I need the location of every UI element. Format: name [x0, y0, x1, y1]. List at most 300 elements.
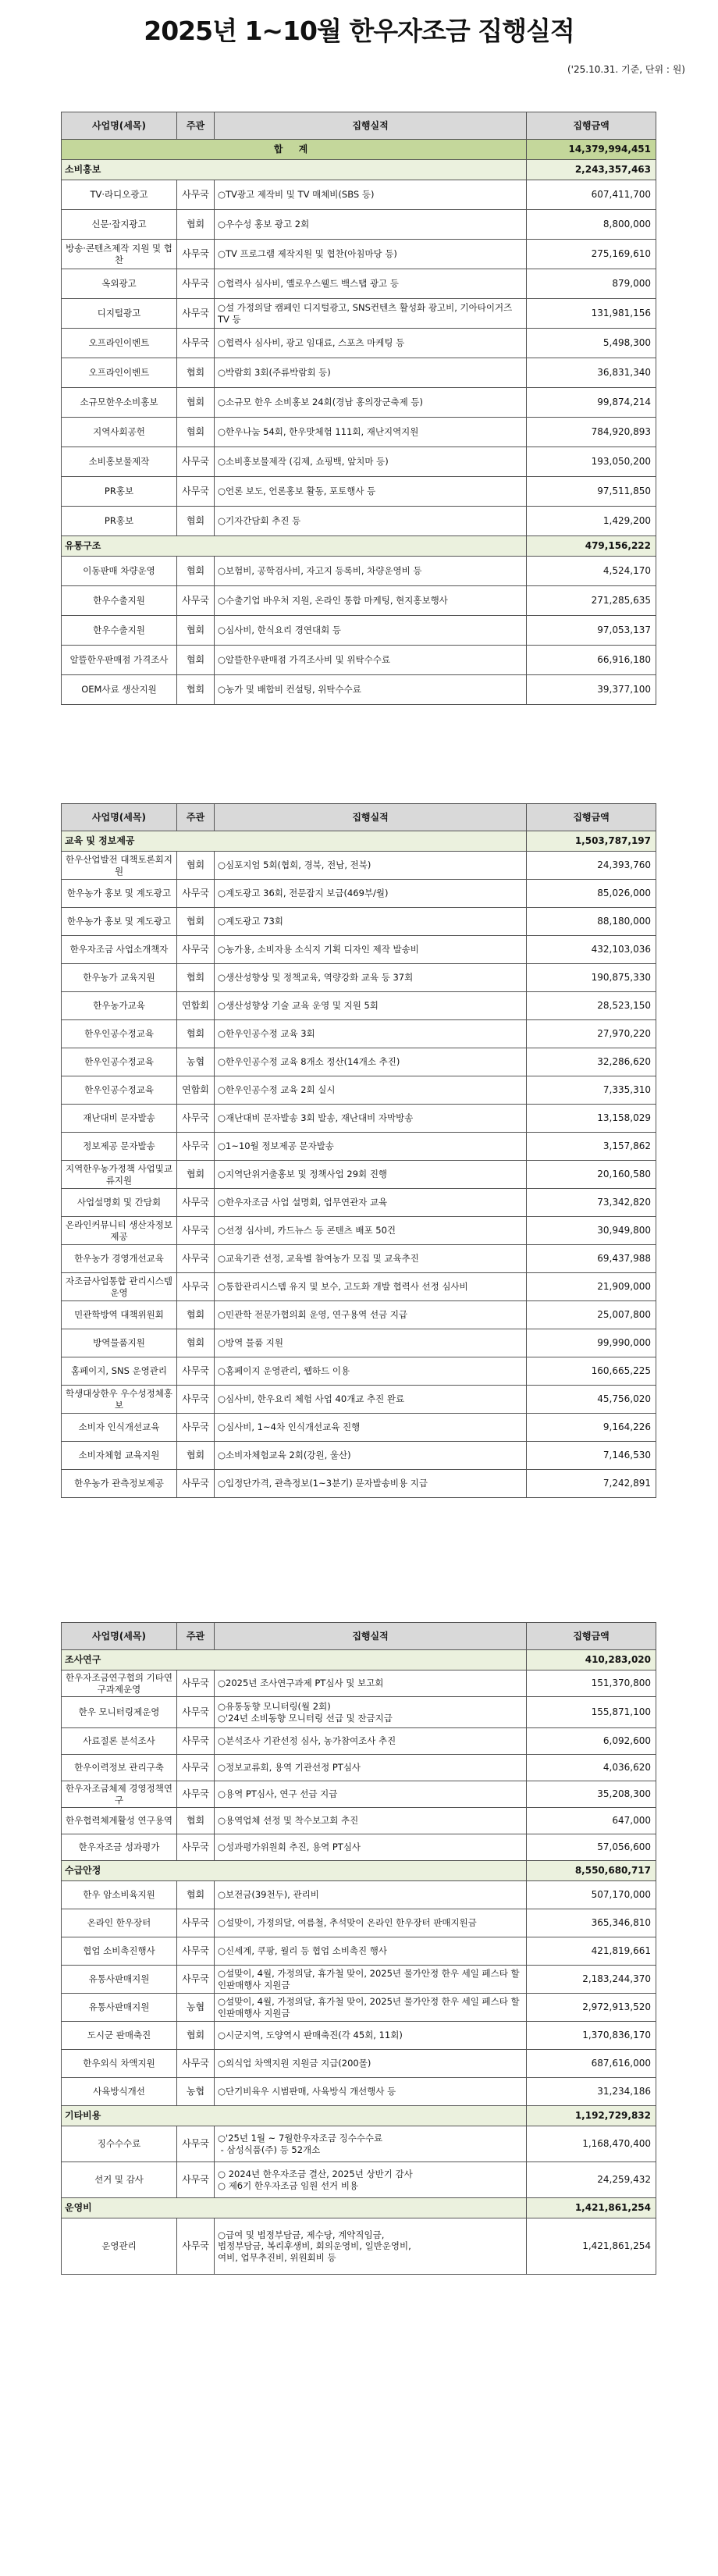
project-name: 신문·잡지광고: [62, 210, 177, 240]
execution-amount: 9,164,226: [527, 1414, 656, 1442]
table-row: [62, 1442, 656, 1470]
execution-detail: ○지역단위거출홍보 및 정책사업 29회 진행: [215, 1161, 527, 1189]
project-name: 오프라인이벤트: [62, 358, 177, 388]
project-name: 한우인공수정교육: [62, 1076, 177, 1105]
organizer: 사무국: [177, 1697, 215, 1728]
execution-amount: 607,411,700: [527, 180, 656, 210]
execution-amount: 57,056,600: [527, 1834, 656, 1861]
category-amount: 410,283,020: [527, 1650, 656, 1670]
project-name: 방역물품지원: [62, 1329, 177, 1357]
organizer: 사무국: [177, 1728, 215, 1755]
table-row: [62, 880, 656, 908]
category-label: 기타비용: [62, 2106, 527, 2126]
header-amount: 집행금액: [527, 112, 656, 140]
table-row: [62, 329, 656, 358]
execution-detail: ○ 2024년 한우자조금 결산, 2025년 상반기 감사 ○ 제6기 한우자조금 임원 선거 비용: [215, 2162, 527, 2198]
organizer: 협회: [177, 557, 215, 586]
table-row: [62, 299, 656, 329]
execution-detail: ○TV 프로그램 제작지원 및 협찬(아침마당 등): [215, 240, 527, 269]
execution-amount: 507,170,000: [527, 1881, 656, 1909]
table-row: [62, 1937, 656, 1966]
organizer: 농협: [177, 1994, 215, 2022]
project-name: 소비자 인식개선교육: [62, 1414, 177, 1442]
execution-amount: 36,831,340: [527, 358, 656, 388]
execution-detail: ○'25년 1월 ~ 7월한우자조금 징수수수료 - 삼성식품(주) 등 52개소: [215, 2126, 527, 2162]
execution-amount: 21,909,000: [527, 1273, 656, 1301]
table-row: [62, 1909, 656, 1937]
table-row: [62, 1470, 656, 1498]
table-row: [62, 1697, 656, 1728]
execution-amount: 687,616,000: [527, 2050, 656, 2078]
execution-amount: 275,169,610: [527, 240, 656, 269]
project-name: PR홍보: [62, 507, 177, 536]
project-name: 사업설명회 및 간담회: [62, 1189, 177, 1217]
category-row: [62, 160, 656, 180]
organizer: 협회: [177, 908, 215, 936]
project-name: 운영관리: [62, 2218, 177, 2275]
table-row: [62, 646, 656, 675]
project-name: 사료절론 분석조사: [62, 1728, 177, 1755]
table-row: [62, 1881, 656, 1909]
project-name: 한우농가 경영개선교육: [62, 1245, 177, 1273]
category-amount: 479,156,222: [527, 536, 656, 557]
table-row: [62, 1414, 656, 1442]
organizer: 협회: [177, 388, 215, 418]
header-row: [62, 1623, 656, 1650]
table-row: [62, 557, 656, 586]
organizer: 사무국: [177, 447, 215, 477]
organizer: 사무국: [177, 2218, 215, 2275]
project-name: 한우협력체계활성 연구용역: [62, 1808, 177, 1834]
organizer: 사무국: [177, 299, 215, 329]
table-row: [62, 1670, 656, 1697]
execution-detail: ○통합관리시스템 유지 및 보수, 고도화 개발 협력사 선정 심사비: [215, 1273, 527, 1301]
header-org: 주관: [177, 112, 215, 140]
project-name: 소비자체험 교육지원: [62, 1442, 177, 1470]
execution-amount: 69,437,988: [527, 1245, 656, 1273]
table-row: [62, 1781, 656, 1808]
execution-amount: 25,007,800: [527, 1301, 656, 1329]
table-row: [62, 418, 656, 447]
table-row: [62, 852, 656, 880]
table-section-3: [61, 1622, 656, 2275]
execution-amount: 879,000: [527, 269, 656, 299]
header-row: [62, 112, 656, 140]
execution-amount: 7,146,530: [527, 1442, 656, 1470]
execution-amount: 27,970,220: [527, 1020, 656, 1048]
table-row: [62, 1273, 656, 1301]
execution-amount: 97,053,137: [527, 616, 656, 646]
header-amount: 집행금액: [527, 1623, 656, 1650]
organizer: 사무국: [177, 1217, 215, 1245]
execution-detail: ○생산성향상 기술 교육 운영 및 지원 5회: [215, 992, 527, 1020]
header-result: 집행실적: [215, 1623, 527, 1650]
organizer: 사무국: [177, 936, 215, 964]
table-row: [62, 358, 656, 388]
header-amount: 집행금액: [527, 804, 656, 831]
execution-amount: 99,874,214: [527, 388, 656, 418]
project-name: 한우자조금 사업소개책자: [62, 936, 177, 964]
execution-detail: ○심사비, 한식요리 경연대회 등: [215, 616, 527, 646]
organizer: 협회: [177, 1329, 215, 1357]
category-amount: 8,550,680,717: [527, 1861, 656, 1881]
organizer: 사무국: [177, 2050, 215, 2078]
execution-detail: ○보험비, 공학검사비, 자고지 등록비, 차량운영비 등: [215, 557, 527, 586]
execution-amount: 39,377,100: [527, 675, 656, 705]
execution-amount: 30,949,800: [527, 1217, 656, 1245]
project-name: 한우이력정보 관리구축: [62, 1755, 177, 1781]
execution-detail: ○언론 보도, 언론홍보 활동, 포토행사 등: [215, 477, 527, 507]
table-row: [62, 964, 656, 992]
header-org: 주관: [177, 804, 215, 831]
table-row: [62, 1020, 656, 1048]
category-row: [62, 1861, 656, 1881]
project-name: 온라인커뮤니티 생산자정보제공: [62, 1217, 177, 1245]
execution-detail: ○보전금(39천두), 관리비: [215, 1881, 527, 1909]
execution-detail: ○우수성 홍보 광고 2회: [215, 210, 527, 240]
table-row: [62, 616, 656, 646]
organizer: 협회: [177, 1020, 215, 1048]
project-name: PR홍보: [62, 477, 177, 507]
table-row: [62, 2126, 656, 2162]
category-row: [62, 831, 656, 852]
organizer: 협회: [177, 675, 215, 705]
organizer: 사무국: [177, 1755, 215, 1781]
execution-amount: 1,429,200: [527, 507, 656, 536]
project-name: 지역한우농가정책 사업및교류지원: [62, 1161, 177, 1189]
header-result: 집행실적: [215, 804, 527, 831]
execution-detail: ○2025년 조사연구과제 PT심사 및 보고회: [215, 1670, 527, 1697]
project-name: 한우수출지원: [62, 616, 177, 646]
execution-detail: ○농가 및 배합비 컨설팅, 위탁수수료: [215, 675, 527, 705]
project-name: 협업 소비촉진행사: [62, 1937, 177, 1966]
execution-amount: 4,524,170: [527, 557, 656, 586]
table-row: [62, 908, 656, 936]
execution-detail: ○농가용, 소비자용 소식지 기획 디자인 제작 발송비: [215, 936, 527, 964]
execution-detail: ○시군지역, 도양역시 판매축진(각 45회, 11회): [215, 2022, 527, 2050]
execution-amount: 6,092,600: [527, 1728, 656, 1755]
project-name: 학생대상한우 우수성정체홍보: [62, 1386, 177, 1414]
category-amount: 1,421,861,254: [527, 2198, 656, 2218]
organizer: 협회: [177, 418, 215, 447]
project-name: 한우외식 차액지원: [62, 2050, 177, 2078]
execution-detail: ○한우인공수정 교육 3회: [215, 1020, 527, 1048]
organizer: 협회: [177, 852, 215, 880]
organizer: 사무국: [177, 1670, 215, 1697]
execution-detail: ○유통동향 모니터링(월 2회) ○'24년 소비동향 모니터링 선급 및 잔금지급: [215, 1697, 527, 1728]
organizer: 협회: [177, 507, 215, 536]
execution-detail: ○수출기업 바우처 지원, 온라인 통합 마케팅, 현지홍보행사: [215, 586, 527, 616]
execution-amount: 45,756,020: [527, 1386, 656, 1414]
organizer: 사무국: [177, 586, 215, 616]
execution-detail: ○외식업 차액지원 지원금 지급(200몰): [215, 2050, 527, 2078]
organizer: 사무국: [177, 1133, 215, 1161]
category-row: [62, 2198, 656, 2218]
unit-note: ('25.10.31. 기준, 단위 : 원): [567, 64, 685, 75]
execution-amount: 24,393,760: [527, 852, 656, 880]
execution-detail: ○한우인공수정 교육 2회 실시: [215, 1076, 527, 1105]
execution-detail: ○설 가정의달 캠페인 디지털광고, SNS컨텐츠 활성화 광고비, 기아타이거즈TV 등: [215, 299, 527, 329]
execution-detail: ○생산성향상 및 정책교육, 역량강화 교육 등 37회: [215, 964, 527, 992]
organizer: 협회: [177, 964, 215, 992]
execution-detail: ○민관학 전문가협의회 운영, 연구용역 선금 지급: [215, 1301, 527, 1329]
execution-detail: ○재난대비 문자발송 3회 발송, 재난대비 자막방송: [215, 1105, 527, 1133]
project-name: 한우농가 홍보 및 계도광고: [62, 880, 177, 908]
header-result: 집행실적: [215, 112, 527, 140]
execution-amount: 7,242,891: [527, 1470, 656, 1498]
execution-detail: ○설맞이, 4월, 가정의달, 휴가철 맞이, 2025년 물가안정 한우 세일 페스타 할인판매행사 지원금: [215, 1994, 527, 2022]
execution-amount: 1,370,836,170: [527, 2022, 656, 2050]
organizer: 협회: [177, 1808, 215, 1834]
execution-amount: 155,871,100: [527, 1697, 656, 1728]
project-name: 사육방식개선: [62, 2078, 177, 2106]
page-title: 2025년 1~10월 한우자조금 집행실적: [144, 16, 574, 46]
table-row: [62, 388, 656, 418]
grand-total-label: 합 계: [62, 140, 527, 160]
budget-table: [61, 112, 656, 705]
execution-amount: 1,421,861,254: [527, 2218, 656, 2275]
project-name: 한우 암소비육지원: [62, 1881, 177, 1909]
category-amount: 2,243,357,463: [527, 160, 656, 180]
execution-amount: 1,168,470,400: [527, 2126, 656, 2162]
organizer: 연합회: [177, 992, 215, 1020]
project-name: OEM사료 생산지원: [62, 675, 177, 705]
table-row: [62, 1048, 656, 1076]
execution-amount: 35,208,300: [527, 1781, 656, 1808]
table-row: [62, 1189, 656, 1217]
table-row: [62, 2218, 656, 2275]
execution-amount: 190,875,330: [527, 964, 656, 992]
organizer: 사무국: [177, 477, 215, 507]
execution-amount: 131,981,156: [527, 299, 656, 329]
organizer: 사무국: [177, 2126, 215, 2162]
table-row: [62, 1808, 656, 1834]
table-row: [62, 2078, 656, 2106]
table-row: [62, 1076, 656, 1105]
execution-detail: ○용역 PT심사, 연구 선급 지급: [215, 1781, 527, 1808]
execution-detail: ○기자간담회 추진 등: [215, 507, 527, 536]
table-row: [62, 1161, 656, 1189]
execution-amount: 28,523,150: [527, 992, 656, 1020]
execution-detail: ○성과평가위원회 추진, 용역 PT심사: [215, 1834, 527, 1861]
execution-detail: ○심포지엄 5회(협회, 경북, 전남, 전북): [215, 852, 527, 880]
execution-amount: 85,026,000: [527, 880, 656, 908]
category-amount: 1,503,787,197: [527, 831, 656, 852]
table-row: [62, 1357, 656, 1386]
project-name: 재난대비 문자발송: [62, 1105, 177, 1133]
execution-amount: 2,972,913,520: [527, 1994, 656, 2022]
execution-amount: 7,335,310: [527, 1076, 656, 1105]
organizer: 협회: [177, 1881, 215, 1909]
execution-amount: 66,916,180: [527, 646, 656, 675]
project-name: 민관학방역 대책위원회: [62, 1301, 177, 1329]
table-row: [62, 1966, 656, 1994]
execution-amount: 432,103,036: [527, 936, 656, 964]
organizer: 사무국: [177, 880, 215, 908]
execution-amount: 99,990,000: [527, 1329, 656, 1357]
execution-detail: ○홈페이지 운영관리, 웹하드 이용: [215, 1357, 527, 1386]
execution-detail: ○소규모 한우 소비홍보 24회(경남 홍의장군축제 등): [215, 388, 527, 418]
grand-total-amount: 14,379,994,451: [527, 140, 656, 160]
project-name: 한우산업발전 대책토론회지원: [62, 852, 177, 880]
grand-total-row: [62, 140, 656, 160]
organizer: 사무국: [177, 1470, 215, 1498]
project-name: 알뜰한우판매점 가격조사: [62, 646, 177, 675]
organizer: 사무국: [177, 1105, 215, 1133]
execution-detail: ○급여 및 법정부담금, 제수당, 계약직임금, 법정부담금, 복리후생비, 회의운영비, 일반운영비, 여비, 업무추진비, 위원회비 등: [215, 2218, 527, 2275]
table-row: [62, 447, 656, 477]
organizer: 협회: [177, 616, 215, 646]
execution-amount: 193,050,200: [527, 447, 656, 477]
table-section-2: [61, 803, 656, 1498]
execution-detail: ○한우인공수정 교육 8개소 정산(14개소 추진): [215, 1048, 527, 1076]
execution-detail: ○분석조사 기관선정 심사, 농가참여조사 추진: [215, 1728, 527, 1755]
project-name: 이동판매 차량운영: [62, 557, 177, 586]
category-row: [62, 1650, 656, 1670]
execution-detail: ○설맞이, 가정의달, 여름철, 추석맞이 온라인 한우장터 판매지원금: [215, 1909, 527, 1937]
execution-amount: 4,036,620: [527, 1755, 656, 1781]
execution-detail: ○협력사 심사비, 광고 임대료, 스포츠 마케팅 등: [215, 329, 527, 358]
execution-detail: ○알뜰한우판매점 가격조사비 및 위탁수수료: [215, 646, 527, 675]
execution-detail: ○1~10월 정보제공 문자발송: [215, 1133, 527, 1161]
execution-detail: ○정보교류회, 용역 기관선정 PT심사: [215, 1755, 527, 1781]
header-project: 사업명(세목): [62, 112, 177, 140]
project-name: 한우인공수정교육: [62, 1048, 177, 1076]
category-row: [62, 536, 656, 557]
table-row: [62, 1728, 656, 1755]
execution-amount: 32,286,620: [527, 1048, 656, 1076]
organizer: 사무국: [177, 1414, 215, 1442]
organizer: 사무국: [177, 2162, 215, 2198]
organizer: 사무국: [177, 1909, 215, 1937]
organizer: 사무국: [177, 1357, 215, 1386]
project-name: 온라인 한우장터: [62, 1909, 177, 1937]
execution-detail: ○용역업체 선정 및 착수보고회 추진: [215, 1808, 527, 1834]
table-row: [62, 240, 656, 269]
execution-amount: 151,370,800: [527, 1670, 656, 1697]
execution-amount: 31,234,186: [527, 2078, 656, 2106]
organizer: 협회: [177, 358, 215, 388]
organizer: 협회: [177, 646, 215, 675]
execution-amount: 421,819,661: [527, 1937, 656, 1966]
table-section-1: [61, 112, 656, 705]
organizer: 사무국: [177, 1966, 215, 1994]
execution-detail: ○한우자조금 사업 설명회, 업무연관자 교육: [215, 1189, 527, 1217]
project-name: 도시군 판매축진: [62, 2022, 177, 2050]
table-row: [62, 675, 656, 705]
execution-detail: ○계도광고 36회, 전문잡지 보급(469부/월): [215, 880, 527, 908]
header-project: 사업명(세목): [62, 1623, 177, 1650]
table-row: [62, 1755, 656, 1781]
budget-table: [61, 1622, 656, 2275]
project-name: 방송·콘텐츠제작 지원 및 협찬: [62, 240, 177, 269]
execution-detail: ○협력사 심사비, 옐로우스웰드 백스탭 광고 등: [215, 269, 527, 299]
organizer: 협회: [177, 2022, 215, 2050]
table-row: [62, 1217, 656, 1245]
execution-amount: 160,665,225: [527, 1357, 656, 1386]
project-name: 오프라인이벤트: [62, 329, 177, 358]
project-name: 디지털광고: [62, 299, 177, 329]
project-name: 옥외광고: [62, 269, 177, 299]
organizer: 사무국: [177, 240, 215, 269]
table-row: [62, 210, 656, 240]
organizer: 사무국: [177, 1386, 215, 1414]
organizer: 사무국: [177, 1245, 215, 1273]
project-name: 한우인공수정교육: [62, 1020, 177, 1048]
execution-amount: 365,346,810: [527, 1909, 656, 1937]
execution-amount: 2,183,244,370: [527, 1966, 656, 1994]
table-row: [62, 1105, 656, 1133]
execution-detail: ○설맞이, 4월, 가정의달, 휴가철 맞이, 2025년 물가안정 한우 세일 페스타 할인판매행사 지원금: [215, 1966, 527, 1994]
header-org: 주관: [177, 1623, 215, 1650]
table-row: [62, 2050, 656, 2078]
project-name: 지역사회공헌: [62, 418, 177, 447]
organizer: 농협: [177, 2078, 215, 2106]
category-label: 운영비: [62, 2198, 527, 2218]
project-name: 소규모한우소비홍보: [62, 388, 177, 418]
organizer: 협회: [177, 210, 215, 240]
table-row: [62, 1386, 656, 1414]
execution-detail: ○소비홍보물제작 (김제, 쇼핑백, 앞치마 등): [215, 447, 527, 477]
project-name: 한우농가 홍보 및 계도광고: [62, 908, 177, 936]
category-label: 교육 및 정보제공: [62, 831, 527, 852]
table-row: [62, 992, 656, 1020]
execution-amount: 784,920,893: [527, 418, 656, 447]
table-row: [62, 269, 656, 299]
table-row: [62, 477, 656, 507]
project-name: 한우자조금 성과평가: [62, 1834, 177, 1861]
organizer: 사무국: [177, 1189, 215, 1217]
organizer: 사무국: [177, 180, 215, 210]
project-name: 한우 모니터링제운영: [62, 1697, 177, 1728]
execution-detail: ○계도광고 73회: [215, 908, 527, 936]
table-row: [62, 1834, 656, 1861]
execution-detail: ○심사비, 1~4차 인식개선교육 진행: [215, 1414, 527, 1442]
execution-amount: 73,342,820: [527, 1189, 656, 1217]
execution-detail: ○신세계, 쿠팡, 월리 등 협업 소비촉진 행사: [215, 1937, 527, 1966]
organizer: 협회: [177, 1161, 215, 1189]
execution-detail: ○소비자체험교육 2회(강원, 울산): [215, 1442, 527, 1470]
execution-amount: 5,498,300: [527, 329, 656, 358]
organizer: 사무국: [177, 1834, 215, 1861]
project-name: 자조금사업통합 관리시스템운영: [62, 1273, 177, 1301]
organizer: 사무국: [177, 1937, 215, 1966]
table-row: [62, 180, 656, 210]
execution-detail: ○방역 물품 지원: [215, 1329, 527, 1357]
organizer: 협회: [177, 1301, 215, 1329]
budget-table: [61, 803, 656, 1498]
organizer: 연합회: [177, 1076, 215, 1105]
execution-amount: 20,160,580: [527, 1161, 656, 1189]
header-project: 사업명(세목): [62, 804, 177, 831]
table-row: [62, 2022, 656, 2050]
project-name: 유통사판매지원: [62, 1994, 177, 2022]
project-name: 홈페이지, SNS 운영관리: [62, 1357, 177, 1386]
project-name: 정보제공 문자발송: [62, 1133, 177, 1161]
execution-detail: ○단기비육우 시범판매, 사육방식 개선행사 등: [215, 2078, 527, 2106]
category-label: 조사연구: [62, 1650, 527, 1670]
project-name: 한우수출지원: [62, 586, 177, 616]
project-name: TV·라디오광고: [62, 180, 177, 210]
project-name: 한우자조금연구협의 기타연구과제운영: [62, 1670, 177, 1697]
table-row: [62, 1301, 656, 1329]
category-label: 소비홍보: [62, 160, 527, 180]
execution-detail: ○교육기관 선정, 교육별 참여농가 모집 및 교육추진: [215, 1245, 527, 1273]
project-name: 소비홍보물제작: [62, 447, 177, 477]
project-name: 징수수수료: [62, 2126, 177, 2162]
table-row: [62, 2162, 656, 2198]
organizer: 농협: [177, 1048, 215, 1076]
